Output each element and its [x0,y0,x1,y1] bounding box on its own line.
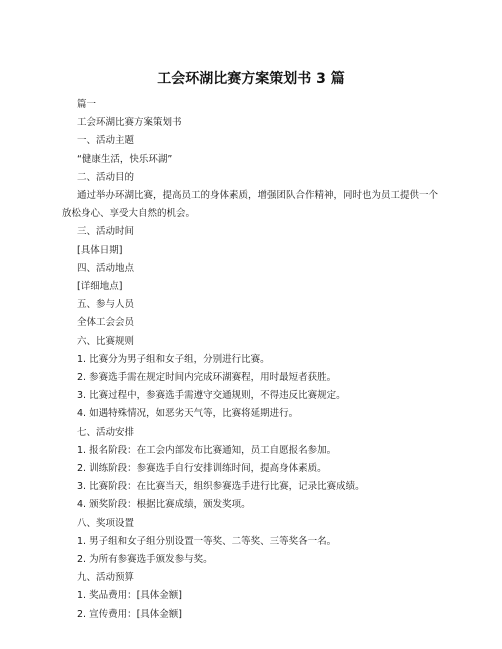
heading-activity-purpose: 二、活动目的 [77,171,135,183]
heading-activity-location: 四、活动地点 [77,262,135,274]
theme-text: “健康生活，快乐环湖” [77,153,173,165]
section-heading-part-one: 篇一 [77,99,97,110]
document-title: 工会环湖比赛方案策划书 3 篇 [157,71,345,87]
rule-item: 1. 比赛分为男子组和女子组，分别进行比赛。 [77,353,270,365]
rule-item: 4. 如遇特殊情况，如恶劣天气等，比赛将延期进行。 [77,408,299,420]
schedule-item: 3. 比赛阶段：在比赛当天，组织参赛选手进行比赛，记录比赛成绩。 [77,481,365,493]
subtitle: 工会环湖比赛方案策划书 [77,117,182,129]
heading-schedule: 七、活动安排 [77,426,135,438]
heading-participants: 五、参与人员 [77,299,135,311]
time-placeholder: [具体日期] [77,244,123,256]
heading-awards: 八、奖项设置 [77,517,135,529]
schedule-item: 1. 报名阶段：在工会内部发布比赛通知，员工自愿报名参加。 [77,444,337,456]
award-item: 2. 为所有参赛选手颁发参与奖。 [77,554,213,566]
rule-item: 2. 参赛选手需在规定时间内完成环湖赛程，用时最短者获胜。 [77,372,337,384]
budget-item: 1. 奖品费用：[具体金额] [77,590,182,602]
heading-budget: 九、活动预算 [77,572,135,584]
heading-rules: 六、比赛规则 [77,335,135,347]
heading-activity-theme: 一、活动主题 [77,135,135,147]
award-item: 1. 男子组和女子组分别设置一等奖、二等奖、三等奖各一名。 [77,535,337,547]
heading-activity-time: 三、活动时间 [77,226,135,238]
location-placeholder: [详细地点] [77,281,123,293]
budget-item: 2. 宣传费用：[具体金额] [77,608,182,620]
participants-text: 全体工会会员 [77,317,135,329]
document-body [62,96,446,624]
schedule-item: 2. 训练阶段：参赛选手自行安排训练时间，提高身体素质。 [77,463,327,475]
schedule-item: 4. 颁奖阶段：根据比赛成绩，颁发奖项。 [77,499,251,511]
purpose-paragraph: 通过举办环湖比赛，提高员工的身体素质，增强团队合作精神，同时也为员工提供一个放松身心、享受大自然的机会。 [62,190,439,220]
rule-item: 3. 比赛过程中，参赛选手需遵守交通规则，不得违反比赛规定。 [77,390,346,402]
